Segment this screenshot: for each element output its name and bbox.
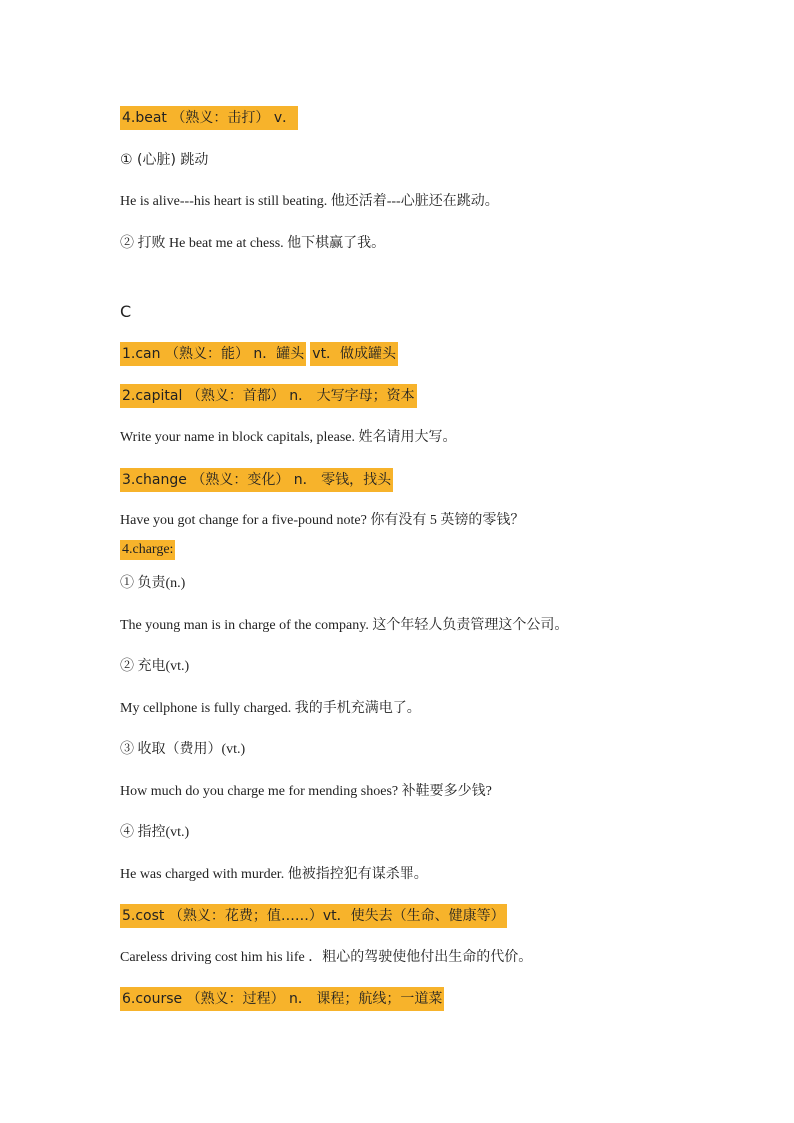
example-capital: Write your name in block capitals, please. 姓名请用大写。 bbox=[120, 430, 457, 445]
sense-charge-4: ④ 指控(vt.) bbox=[120, 825, 190, 840]
sense-charge-1: ① 负责(n.) bbox=[120, 576, 186, 591]
highlighted-heading: 4.charge: bbox=[120, 540, 175, 560]
highlighted-heading: 5.cost （熟义：花费；值……）vt．使失去（生命、健康等） bbox=[120, 904, 507, 928]
entry-heading-cost bbox=[120, 904, 507, 929]
sense-charge-3: ③ 收取（费用）(vt.) bbox=[120, 742, 246, 757]
entry-heading-beat bbox=[120, 106, 298, 131]
example-change: Have you got change for a five-pound note? 你有没有 5 英镑的零钱？ bbox=[120, 513, 525, 528]
section-letter-c: C bbox=[120, 302, 132, 321]
highlighted-heading: 3.change （熟义：变化） n． 零钱，找头 bbox=[120, 468, 393, 492]
entry-heading-change bbox=[120, 468, 393, 493]
example-beat-1: He is alive---his heart is still beating. 他还活着---心脏还在跳动。 bbox=[120, 194, 499, 209]
highlighted-heading: 6.course （熟义：过程） n． 课程；航线；一道菜 bbox=[120, 987, 444, 1011]
entry-heading-charge bbox=[120, 540, 175, 560]
highlighted-heading: 4.beat （熟义：击打） v． bbox=[120, 106, 298, 130]
sense-charge-2: ② 充电(vt.) bbox=[120, 659, 190, 674]
example-charge-3: How much do you charge me for mending shoes? 补鞋要多少钱? bbox=[120, 784, 492, 799]
sense-beat-1: ① (心脏) 跳动 bbox=[120, 152, 209, 168]
example-cost: Careless driving cost him his life ．粗心的驾驶使他付出生命的代价。 bbox=[120, 950, 533, 965]
entry-heading-can bbox=[120, 342, 398, 367]
highlighted-heading: 2.capital （熟义：首都） n． 大写字母；资本 bbox=[120, 384, 417, 408]
example-charge-2: My cellphone is fully charged. 我的手机充满电了。 bbox=[120, 701, 421, 716]
example-charge-4: He was charged with murder. 他被指控犯有谋杀罪。 bbox=[120, 867, 428, 882]
example-charge-1: The young man is in charge of the company. 这个年轻人负责管理这个公司。 bbox=[120, 618, 569, 633]
highlighted-heading: 1.can （熟义：能） n．罐头 bbox=[120, 342, 306, 366]
entry-heading-capital bbox=[120, 384, 417, 409]
entry-heading-course bbox=[120, 987, 444, 1012]
highlighted-heading: vt．做成罐头 bbox=[310, 342, 398, 366]
sense-beat-2: ② 打败 He beat me at chess. 他下棋赢了我。 bbox=[120, 236, 386, 251]
